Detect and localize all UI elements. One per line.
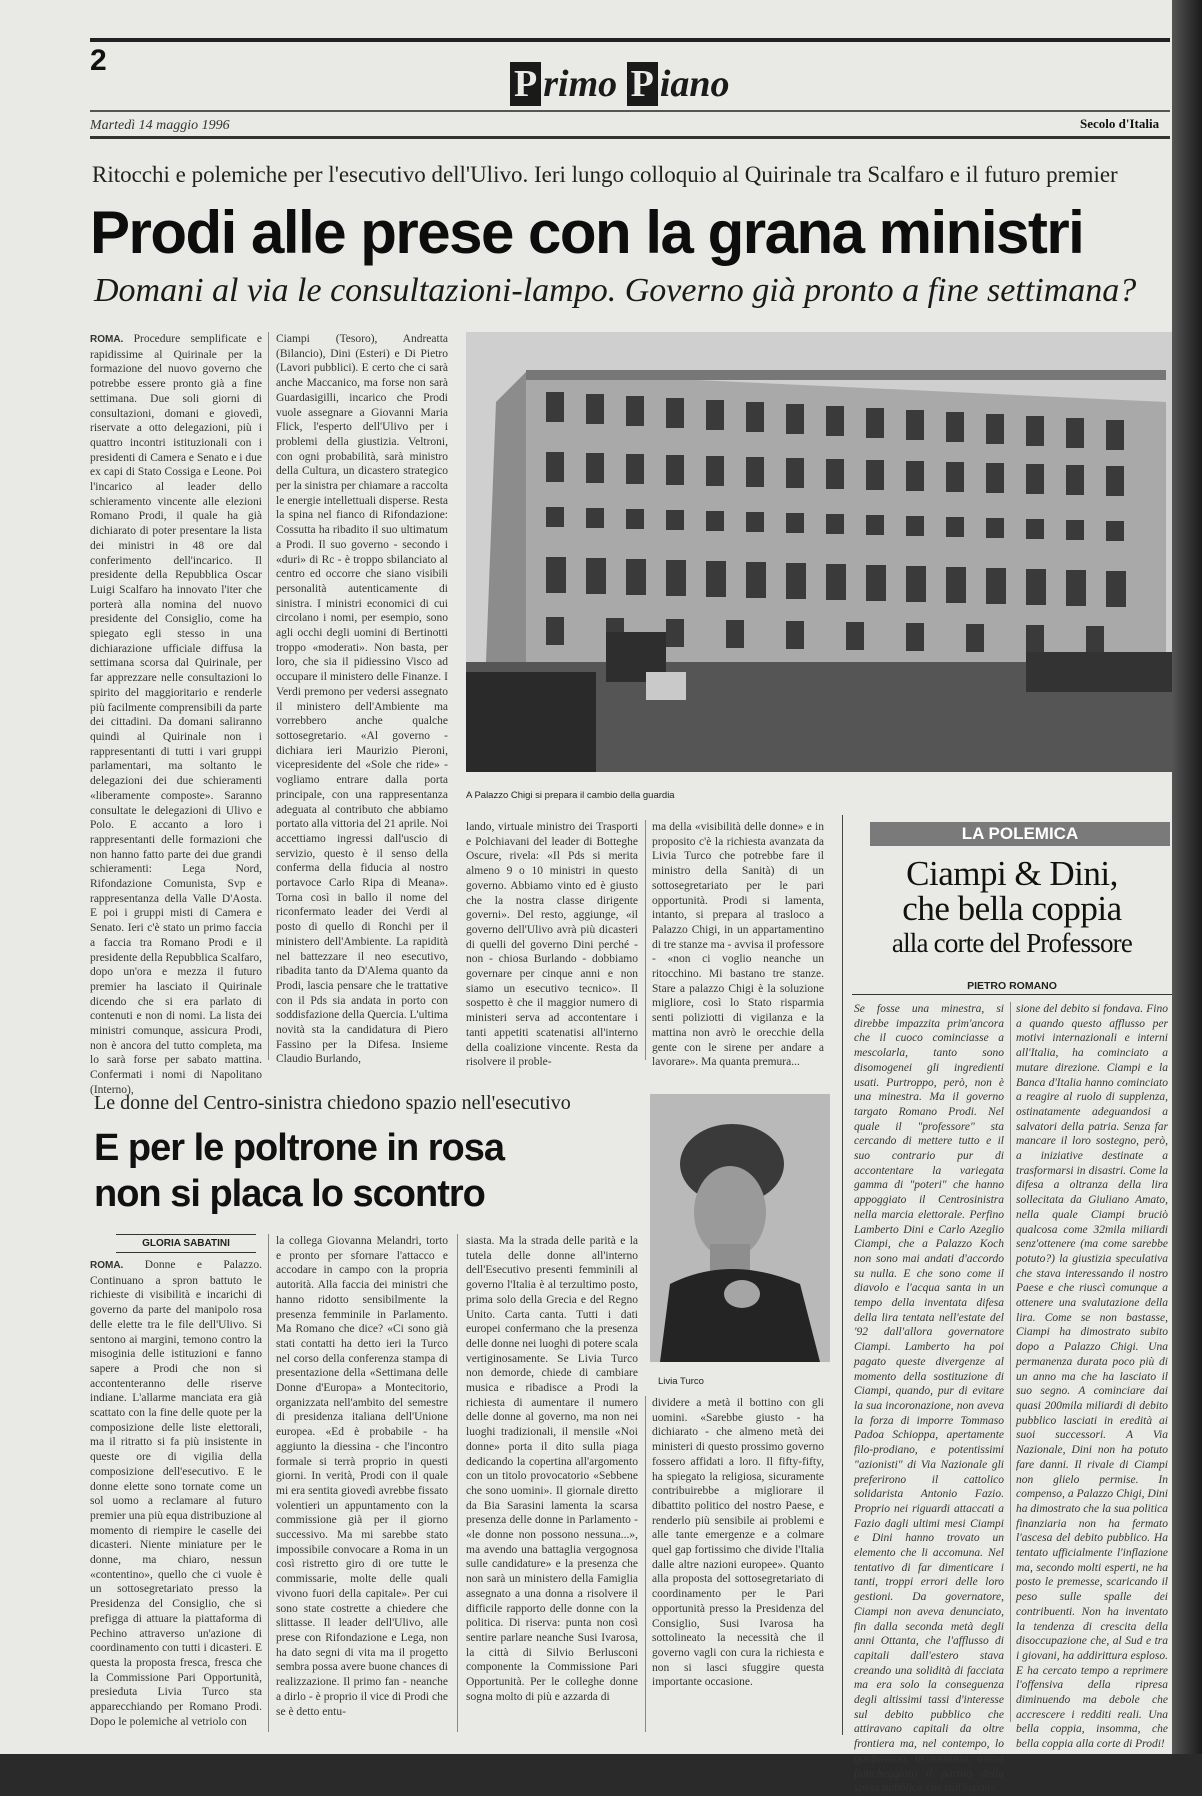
- lead-column-4: [652, 820, 824, 1069]
- photo-caption-palazzo: A Palazzo Chigi si prepara il cambio della guardia: [466, 790, 675, 801]
- second-column-4: [652, 1396, 824, 1732]
- polemica-label: LA POLEMICA: [870, 822, 1170, 846]
- lead-column-3-text: lando, virtuale ministro dei Trasporti e Polchiavani del leader di Botteghe Oscure, rivela: «Il Pds si merita almeno 9 o 10 ministri in questo governo. Abbiamo vinto ed è giusto che la nostra classe dirigente governi». Del resto, aggiunge, «il governo dell'Ulivo avrà più dicasteri di quelli del governo Dini perché - non - chiosa Burlando - dobbiamo governare per cinque anni e non siamo un esecutivo tecnico». Il sospetto è che il maggior numero di ministeri serva ad accontentare i tanti appetiti scatenatisi all'interno della coalizione vincente. Resta da risolvere il proble-: [466, 821, 638, 1069]
- lead-column-2-text: Ciampi (Tesoro), Andreatta (Bilancio), Dini (Esteri) e Di Pietro (Lavori pubblici). E certo che ci sarà anche Maccanico, ma forse non sarà Guardasigilli, incarico che Prodi vuole assegnare a Giovanni Maria Flick, l'esperto dell'Ulivo per i problemi della giustizia. Veltroni, con ogni probabilità, sarà ministro della Cultura, un dicastero strategico per la sinistra per chiamare a raccolta le energie intellettuali disperse. Resta la spina nel fianco di Rifondazione: Cossutta ha ribadito il suo ultimatum a Prodi. Il suo governo - secondo i «duri» di Rc - è troppo sbilanciato al centro ed occorre che siano visibili personalità autenticamente di sinistra. I ministri economici di cui circolano i nomi, per esempio, sono agli occhi degli uomini di Bertinotti troppo «moderati». Non basta, per loro, che sia il pidiessino Visco ad occupare il ministero delle Finanze. I Verdi premono per vedersi assegnato il ministero dell'Ambiente ma vorrebbero anche qualche sottosegretario. «Al governo - dichiara ieri Maurizio Pieroni, vicepresidente del «Sole che ride» - vogliamo entrare dalla porta principale, con una rappresentanza adeguata al contributo che abbiamo portato alla vittoria del 21 aprile. Noi accettiamo ingressi dall'uscio di servizio, questo è il senso della conferma della fiducia al nostro portavoce Carlo Ripa di Meana». Torna così in ballo il nome del riconfermato leader dei Verdi al posto di quello di Ronchi per il ministero dell'Ambiente. La rapidità nel battezzare il neo esecutivo, ribadita tanto da D'Alema quanto da Prodi, lascia pensare che le trattative con il Pds sia andata in porto con soddisfazione della Quercia. L'ultima novità sta la candidatura di Piero Fassino per la Difesa. Insieme Claudio Burlando,: [276, 333, 448, 1066]
- issue-date: Martedì 14 maggio 1996: [90, 118, 230, 133]
- column-divider: [268, 332, 269, 1060]
- lead-headline: Prodi alle prese con la grana ministri: [90, 199, 1084, 266]
- header-bottom-rule: [90, 136, 1170, 139]
- masthead-initial-2: P: [627, 62, 658, 106]
- column-divider: [268, 1234, 269, 1732]
- column-divider: [645, 820, 646, 1060]
- newspaper-name: Secolo d'Italia: [1080, 116, 1160, 131]
- polemica-title: [852, 856, 1172, 961]
- lead-column-3: [466, 820, 638, 1069]
- masthead-initial-1: P: [510, 62, 541, 106]
- second-column-3: [466, 1234, 638, 1732]
- polemica-rule: [852, 994, 1172, 995]
- polemica-column-2: [1016, 1002, 1168, 1751]
- polemica-title-line-3: alla corte del Professore: [891, 928, 1133, 958]
- column-divider: [1010, 1002, 1011, 1722]
- top-rule: [90, 38, 1170, 42]
- column-divider: [457, 1234, 458, 1732]
- lead-column-4-text: ma della «visibilità delle donne» e in proposito c'è la richiesta avanzata da Livia Turco che potrebbe fare il ministro della Sanità) di un sottosegretariato per le pari opportunità. Prodi si lamenta, intanto, si prepara al trasloco a Palazzo Chigi, in un appartamentino di tre stanze ma - avvisa il professore - «non ci voglio neanche un ritocchino. Mi bastano tre stanze. Stare a palazzo Chigi è la soluzione migliore, così lo Stato risparmia senti poliziotti di vigilanza e la mattina non avrò le orecchie della gente con le sirene per andare a lavorare». Ma quanta premura...: [652, 821, 824, 1069]
- livia-turco-photo: [650, 1094, 830, 1362]
- second-column-1: [90, 1258, 262, 1732]
- lead-column-1-text: Procedure semplificate e rapidissime al Quirinale per la formazione del nuovo governo che potrebbe essere pronto già a fine settimana. Due soli giorni di consultazioni, domani e giovedì, riservate a otto delegazioni, più i quattro incontri istituzionali con i presidenti di Camera e Senato e i due ex capi di Stato Cossiga e Leone. Poi l'incarico al leader dello schieramento vincente alle elezioni Romano Prodi, il quale ha già dichiarato di poter presentare la lista dei ministri in 48 ore dal conferimento dell'incarico. Il presidente della Repubblica Oscar Luigi Scalfaro ha innovato l'iter che porterà alla nomina del nuovo presidente del Consiglio, come ha spiegato egli stesso in una dichiarazione ufficiale diffusa la settimana scorsa dal Quirinale, per far apprezzare nelle consultazioni lo spirito del maggioritario e renderle più facilmente comprensibili da parte dei cittadini. Da domani saliranno quindi al Quirinale non i rappresentanti di tutti i vari gruppi parlamentari, ma soltanto le delegazioni dei due schieramenti «liberamente composte». Saranno consultate le delegazioni di Ulivo e Polo. E accanto a loro i rappresentanti delle formazioni che non hanno fatto parte dei due grandi schieramenti: Lega Nord, Rifondazione Comunista, Svp e rappresentanza della Valle D'Aosta. E poi i gruppi misti di Camera e Senato. Ieri c'è stato un primo faccia a faccia tra Romano Prodi e il presidente della Repubblica Scalfaro, dopo un'ora e mezza il futuro premier ha lasciato il Quirinale dicendo che si era parlato di contenuti e non di nomi. La lista dei ministri comunque, assicura Prodi, non è ancora del tutto completa, ma lo sarà forse per sabato mattina. Confermati i nomi di Napolitano (Interno),: [90, 333, 263, 1096]
- masthead-word-2: iano: [659, 63, 730, 105]
- second-column-1-text: Donne e Palazzo. Continuano a spron battuto le richieste di visibilità e incarichi di governo da parte del manipolo rosa delle elette tra le file dell'Ulivo. Si sentono ai margini, temono contro la misoginia delle istituzioni e fanno sapere a Prodi che non si accontenteranno delle riserve indiane. L'allarme manciata era già scattato con la fine delle quote per la composizione delle liste elettorali, ma il ritratto si fa più insistente in queste ore di vigilia della composizione dell'esecutivo. E le donne elette sono tornate come un sol uomo a reclamare al futuro premier una più equa distribuzione al momento di riempire le caselle dei dicasteri. Niente miniature per le donne, ma chiaro, nessun «contentino», quello che ci vuole è un sottosegretariato presso la Presidenza del Consiglio, che si prefigga di attuare la piattaforma di Pechino attraverso un'azione di coordinamento con tutti i dicasteri. E questa la proposta fresca, fresca che la Commissione Pari Opportunità, presieduta Livia Turco sta apparecchiando per Romano Prodi. Dopo le polemiche al vetriolo con: [90, 1259, 262, 1728]
- photo-caption-turco: Livia Turco: [658, 1376, 704, 1387]
- polemica-title-line-2: che bella coppia: [902, 889, 1122, 928]
- second-dateline: ROMA.: [90, 1260, 124, 1271]
- polemica-column-2-text: sione del debito si fondava. Fino a quando questo afflusso per motivi internazionali e interni all'Italia, ha cominciato a mutare direzione. Ciampi e la Banca d'Italia hanno cominciato a reagire al ruolo di supplenza, ostinatamente adeguandosi a salvatori della patria. Senza far mancare il loro sostegno, però, a iniziative destinate a trasformarsi in disastri. Come la difesa a oltranza della lira sollecitata da Giuliano Amato, nella quale Ciampi bruciò qualcosa come 32mila miliardi senz'ottenere (ma come sarebbe potuto?) la giustizia speculativa che stava interessando il nostro Paese e che riuscì comunque a ottenere una svalutazione della lira. Come se non bastasse, Ciampi ha dimostrato subito dopo a Palazzo Chigi. Una permanenza durata poco più di un anno ma che ha lasciato il suo segno. A cominciare dai quasi 200mila miliardi di debito pubblico lasciati in eredità ai suoi successori. A Via Nazionale, Dini non ha potuto fare danni. Il rivale di Ciampi non glielo permise. In compenso, a Palazzo Chigi, Dini ha dimostrato che la sua politica finanziaria non ha fermato l'ascesa del debito pubblico. Ha tentato ufficialmente l'inflazione ma, secondo molti esperti, ne ha posto le premesse, scaricando il peso sulle spalle dei contribuenti. Non ha inventato la tendenza di crescita della disoccupazione che, al Sud e tra i giovani, ha addirittura esploso. E ha cercato tempo a reprimere l'offensiva della ripresa diminuendo ma debole che accrescere i redditi reali. Una bella coppia, insomma, che bella coppia alla corte di Prodi!: [1016, 1003, 1168, 1751]
- second-column-3-text: siasta. Ma la strada delle parità e la tutela delle donne all'interno dell'Esecutivo presenti femminili al governo l'Italia è al terzultimo posto, prima solo della Grecia e del Regno Unito. Carta canta. Tutti i dati europei confermano che la presenza delle donne nei luoghi di potere scala vertiginosamente. Se Livia Turco non demorde, chiede di cambiare musica e ribadisce a Prodi la richiesta di aumentare il numero delle donne al governo, ma non nei luoghi tradizionali, il mensile «Noi donne» porta il dito sulla piaga dedicando la copertina all'argomento con un titolo provocatorio «Sebbene che sono uomini». Il giornale diretto da Bia Sarasini lamenta la scarsa presenza delle donne in Parlamento - «le donne non possono nessuna...», ma avendo una battaglia vergognosa sulle candidature» e la presenza che non sarà un ministero della Famiglia assegnato a una donna a risolvere il difficile rapporto delle donne con la politica. Di riserva: punta non così sentire parlare neanche Susi Ivarosa, la città di Silvio Berlusconi componente la Commissione Pari Opportunità. Per le colleghe donne sogna molto di più e azzarda di: [466, 1235, 638, 1703]
- column-divider: [645, 1396, 646, 1732]
- lead-column-2: [276, 332, 448, 1066]
- second-column-4-text: dividere a metà il bottino con gli uomini. «Sarebbe giusto - ha dichiarato - che almeno metà dei ministeri di questo prossimo governo fossero affidati a loro. Il fifty-fifty, ha spiegato la religiosa, sicuramente contribuirebbe a migliorare il dibattito politico del nostro Paese, e renderlo più sensibile ai problemi e alle tante emergenze e a colmare quel gap fortissimo che divide l'Italia dalle altre nazioni europee». Quanto alla proposta del sottosegretariato di coordinamento per le Pari opportunità presso la Presidenza del Consiglio, Susi Ivarosa ha sottolineato la necessità che il governo vagli con cura la richiesta e non si lasci sfuggire questa importante occasione.: [652, 1397, 824, 1689]
- palazzo-chigi-photo: [466, 332, 1176, 772]
- polemica-column-1: [854, 1002, 1004, 1795]
- second-headline-line-1: E per le poltrone in rosa: [94, 1127, 504, 1169]
- polemica-column-1-text: Se fosse una minestra, si direbbe impazzita prim'ancora che il cuoco cominciasse a mescolarla, tanto sono disomogenei gli ingredienti usati. Purtroppo, però, non è una minestra. Ma il governo targato Romano Prodi. Nel quale il "professore" sta cercando di mettere tutto e il suo contrario pur di accontentare la variegata gamma di "poteri" che hanno appoggiato il Centrosinistra nella marcia elettorale. Perfino Lamberto Dini e Carlo Azeglio Ciampi, che a Palazzo Koch non sono mai andati d'accordo su nulla. E che sono come il diavolo e l'acqua santa in un tempo della inventata difesa della lira tentata nell'estate del '92 dall'allora governatore Ciampi. Lamberto ha poi pagato queste divergenze al momento della sostituzione di Ciampi, quando, pur di evitare la sua incoronazione, non aveva la forza di imporre Tommaso Padoa Schioppa, apertamente filo-prodiano, e potentissimi "azionisti" di Via Nazionale gli preferirono il cattolico solidarista Antonio Fazio. Proprio nei riguardi attaccati a Fazio dagli ultimi mesi Ciampi e Dini hanno trovato un elemento che li accomuna. Nel tentativo di far dimenticare i tanti, troppi errori delle loro gestioni. Da governatore, Ciampi non aveva denunciato, fin dalla seconda metà degli anni Ottanta, che l'afflusso di capitali dall'estero stava creando una solidità di facciata ma era solo la conseguenza degli altissimi tassi d'interesse sul debito pubblico che attiravano capitali da oltre frontiera ma, nel contempo, lo gonfiavano. In sostanza, aveva fiancheggiato il partito della spesa pubblica che sull'espan-: [854, 1003, 1004, 1795]
- second-headline: [94, 1125, 504, 1217]
- lead-subhead: Domani al via le consultazioni-lampo. Governo già pronto a fine settimana?: [94, 272, 1137, 309]
- second-byline: GLORIA SABATINI: [116, 1234, 256, 1253]
- lead-kicker: Ritocchi e polemiche per l'esecutivo dell'Ulivo. Ieri lungo colloquio al Quirinale tra Scalfaro e il futuro premier: [92, 162, 1118, 187]
- second-column-2-text: la collega Giovanna Melandri, torto e pronto per sfornare l'attacco e accodare in campo con la propria autorità. Alla faccia dei ministri che hanno ridotto sensibilmente la presenza femminile in Parlamento. Ma Romano che dice? «Ci sono già stati contatti ha detto ieri la Turco nel corso della conferenza stampa di presentazione della «Settimana delle Donne d'Europa» a Montecitorio, organizzata nell'ambito del semestre di presidenza italiana dell'Unione europea. «Ed è probabile - ha aggiunto la diessina - che l'incontro formale si terrà proprio in questi giorni. In verità, Prodi con il quale mi era sentita giovedì avrebbe fissato volentieri un appuntamento con la commissione già per il giorno successivo. Ma mi sarebbe stato impossibile convocare a Roma in un così ristretto giro di ore tutte le commissarie, molte delle quali vivono fuori della capitale». Per cui sono state costrette a chiedere che slittasse. Il leader dell'Ulivo, alle prese con Rifondazione e Lega, non ha dato segni di vita ma il progetto sembra possa avere buone chances di realizzazione. Il primo fan - neanche a dirlo - è proprio il vice di Prodi che se è detto entu-: [276, 1235, 448, 1718]
- masthead-word-1: rimo: [543, 63, 627, 105]
- lead-column-1: [90, 332, 263, 1096]
- section-masthead: [510, 62, 730, 106]
- second-kicker: Le donne del Centro-sinistra chiedono spazio nell'esecutivo: [94, 1092, 571, 1114]
- page-number: 2: [90, 44, 107, 77]
- second-headline-line-2: non si placa lo scontro: [94, 1173, 485, 1215]
- polemica-title-line-1: Ciampi & Dini,: [906, 854, 1118, 893]
- lead-dateline: ROMA.: [90, 334, 124, 345]
- second-column-2: [276, 1234, 448, 1732]
- page-binding-edge: [1172, 0, 1202, 1754]
- masthead-rule: [90, 110, 1170, 112]
- polemica-author: PIETRO ROMANO: [967, 980, 1057, 992]
